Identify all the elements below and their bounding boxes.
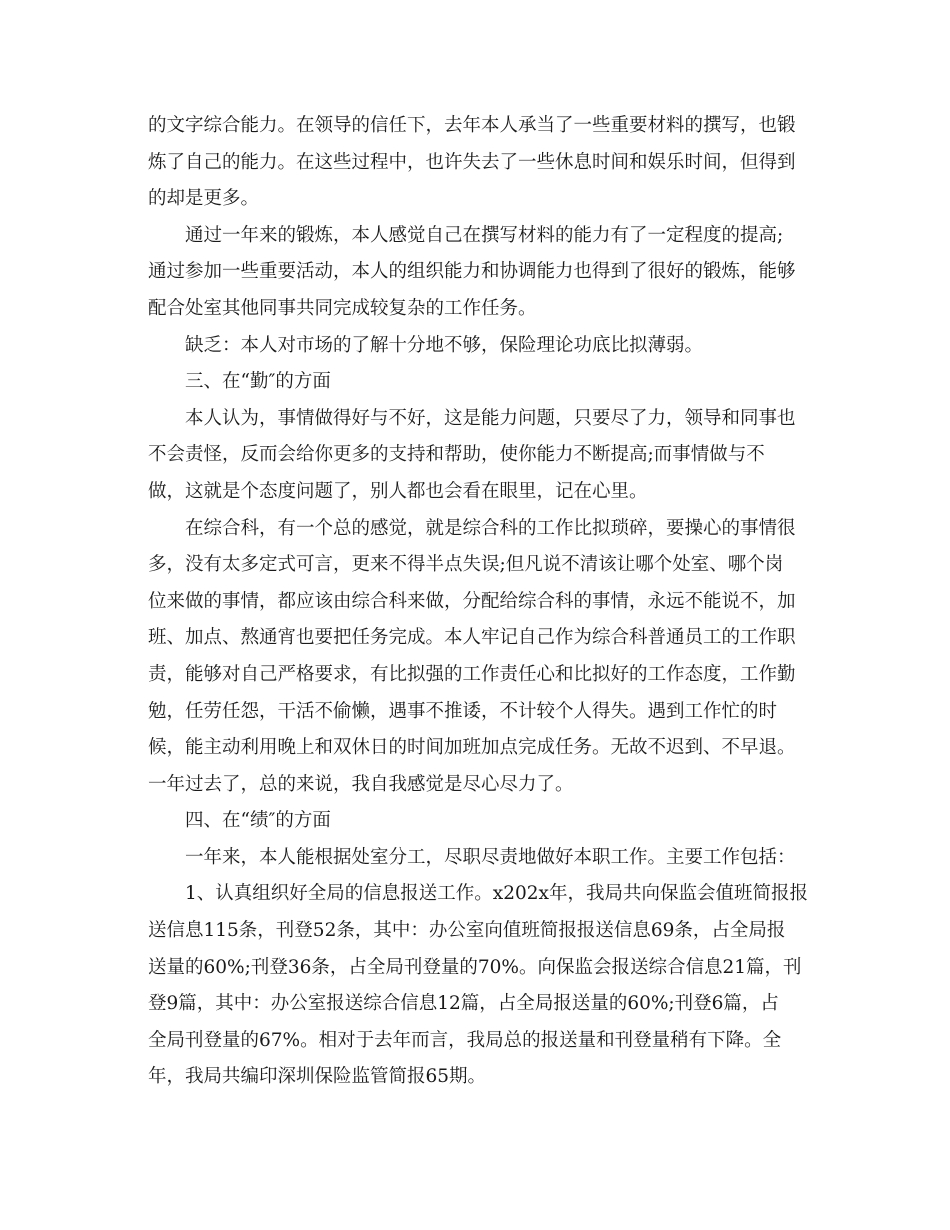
text-line: 送信息115条，刊登52条，其中：办公室向值班简报报送信息69条，占全局报: [148, 920, 786, 942]
text-line: 勉，任劳任怨，干活不偷懒，遇事不推诿，不计较个人得失。遇到工作忙的时: [148, 700, 778, 722]
text-line: 三、在“勤″的方面: [185, 371, 331, 393]
text-line: 通过一年来的锻炼，本人感觉自己在撰写材料的能力有了一定程度的提高;: [185, 224, 784, 246]
text-line: 送量的60%;刊登36条，占全局刊登量的70%。向保监会报送综合信息21篇，刊: [148, 956, 802, 978]
text-line: 一年来，本人能根据处室分工，尽职尽责地做好本职工作。主要工作包括：: [185, 846, 796, 868]
text-line: 在综合科，有一个总的感觉，就是综合科的工作比拟琐碎，要操心的事情很: [185, 517, 796, 539]
text-line: 不会责怪，反而会给你更多的支持和帮助，使你能力不断提高;而事情做与不: [148, 444, 765, 466]
text-line: 炼了自己的能力。在这些过程中，也许失去了一些休息时间和娱乐时间，但得到: [148, 151, 796, 173]
text-line: 登9篇，其中：办公室报送综合信息12篇，占全局报送量的60%;刊登6篇，占: [148, 993, 779, 1015]
text-line: 年，我局共编印深圳保险监管简报65期。: [148, 1066, 487, 1088]
text-line: 做，这就是个态度问题了，别人都也会看在眼里，记在心里。: [148, 480, 648, 502]
document-body: [148, 108, 808, 1096]
text-line: 的却是更多。: [148, 188, 260, 210]
text-line: 1、认真组织好全局的信息报送工作。x202x年，我局共向保监会值班简报报: [185, 883, 808, 905]
text-line: 全局刊登量的67%。相对于去年而言，我局总的报送量和刊登量稍有下降。全: [148, 1029, 782, 1051]
text-line: 本人认为，事情做得好与不好，这是能力问题，只要尽了力，领导和同事也: [185, 407, 796, 429]
text-line: 通过参加一些重要活动，本人的组织能力和协调能力也得到了很好的锻炼，能够: [148, 261, 796, 283]
text-line: 多，没有太多定式可言，更来不得半点失误;但凡说不清该让哪个处室、哪个岗: [148, 554, 784, 576]
text-line: 位来做的事情，都应该由综合科来做，分配给综合科的事情，永远不能说不，加: [148, 590, 796, 612]
text-line: 一年过去了，总的来说，我自我感觉是尽心尽力了。: [148, 773, 574, 795]
text-line: 四、在“绩″的方面: [185, 810, 331, 832]
text-line: 责，能够对自己严格要求，有比拟强的工作责任心和比拟好的工作态度，工作勤: [148, 663, 796, 685]
text-line: 候，能主动利用晚上和双休日的时间加班加点完成任务。无故不迟到、不早退。: [148, 737, 796, 759]
text-line: 的文字综合能力。在领导的信任下，去年本人承当了一些重要材料的撰写，也锻: [148, 115, 796, 136]
text-line: 配合处室其他同事共同完成较复杂的工作任务。: [148, 297, 537, 319]
text-line: 班、加点、熬通宵也要把任务完成。本人牢记自己作为综合科普通员工的工作职: [148, 627, 796, 649]
text-line: 缺乏：本人对市场的了解十分地不够，保险理论功底比拟薄弱。: [185, 334, 704, 356]
